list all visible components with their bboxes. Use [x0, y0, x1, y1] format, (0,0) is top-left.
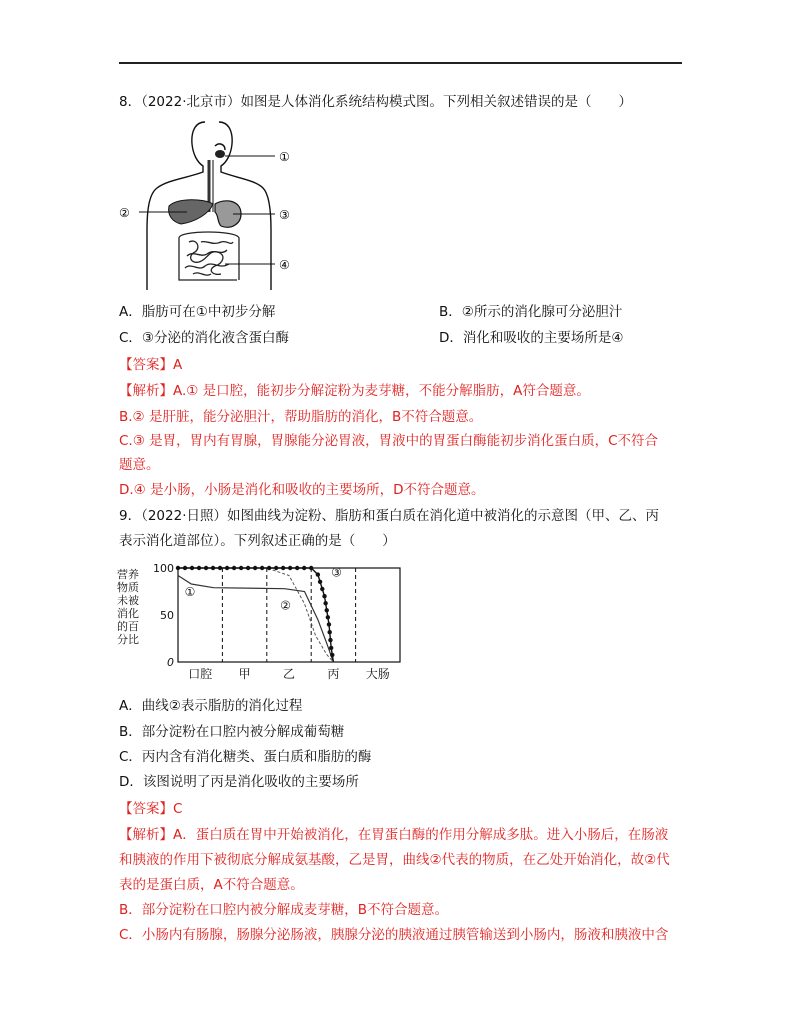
series-line-2	[178, 568, 333, 662]
figure-label-2: ②	[119, 206, 130, 220]
x-tick-label: 丙	[327, 667, 340, 681]
series-point-3	[316, 572, 320, 576]
series-line-3	[178, 568, 333, 662]
q8-answer: 【答案】A	[119, 357, 183, 373]
x-tick-label: 口腔	[188, 667, 213, 681]
series-point-3	[309, 566, 313, 570]
series-point-3	[328, 630, 332, 634]
series-point-3	[211, 566, 215, 570]
series-point-3	[330, 653, 334, 657]
series-point-3	[326, 615, 330, 619]
figure-label-3: ③	[279, 208, 290, 222]
series-point-3	[239, 566, 243, 570]
top-rule	[119, 62, 682, 64]
q8-option-c: C．③分泌的消化液含蛋白酶	[119, 330, 290, 346]
q9-stem: 表示消化道部位）。下列叙述正确的是（ ）	[119, 533, 396, 549]
chart-ylabel-line: 分比	[117, 633, 139, 646]
series-point-3	[260, 566, 264, 570]
q9-option-b: B．部分淀粉在口腔内被分解成葡萄糖	[119, 724, 345, 740]
x-tick-label: 甲	[238, 667, 251, 681]
series-point-3	[218, 566, 222, 570]
q9-analysis-line: 和胰液的作用下被彻底分解成氨基酸，乙是胃，曲线②代表的物质，在乙处开始消化，故②代	[119, 852, 670, 868]
q8-analysis-line: 【解析】A.① 是口腔，能初步分解淀粉为麦芽糖，不能分解脂肪，A符合题意。	[119, 383, 590, 399]
chart-ylabel-line: 未被	[117, 594, 139, 607]
y-tick-label: 50	[160, 609, 174, 622]
series-point-3	[246, 566, 250, 570]
q9-analysis-line: 表的是蛋白质，A不符合题意。	[119, 877, 304, 893]
series-point-3	[327, 622, 331, 626]
series-point-3	[281, 566, 285, 570]
series-point-3	[288, 566, 292, 570]
series-point-3	[323, 601, 327, 605]
chart-frame	[178, 568, 400, 662]
series-point-3	[318, 580, 322, 584]
y-tick-label: 0	[167, 656, 174, 669]
chart-ylabel-line: 消化	[117, 607, 139, 620]
chart-ylabel-line: 物质	[117, 581, 139, 594]
q8-analysis-line: 题意。	[119, 457, 160, 473]
series-point-3	[176, 566, 180, 570]
series-point-3	[267, 566, 271, 570]
q9-option-d: D．该图说明了丙是消化吸收的主要场所	[119, 774, 359, 790]
q8-analysis-line: D.④ 是小肠，小肠是消化和吸收的主要场所，D不符合题意。	[119, 482, 485, 498]
series-point-3	[183, 566, 187, 570]
q8-option-d: D．消化和吸收的主要场所是④	[439, 330, 624, 346]
q9-answer: 【答案】C	[119, 801, 183, 817]
series-label: ③	[331, 565, 342, 580]
q8-option-b: B．②所示的消化腺可分泌胆汁	[439, 304, 623, 320]
q9-option-c: C．丙内含有消化糖类、蛋白质和脂肪的酶	[119, 749, 372, 765]
q8-stem: 8．（2022·北京市）如图是人体消化系统结构模式图。下列相关叙述错误的是（ ）	[119, 94, 632, 110]
series-point-3	[328, 638, 332, 642]
figure-label-4: ④	[279, 258, 290, 272]
series-point-3	[322, 594, 326, 598]
q9-option-a: A．曲线②表示脂肪的消化过程	[119, 698, 303, 714]
chart-ylabel-line: 营养	[117, 568, 139, 581]
q9-stem: 9．（2022·日照）如图曲线为淀粉、脂肪和蛋白质在消化道中被消化的示意图（甲、乙、丙	[119, 508, 659, 524]
series-point-3	[190, 566, 194, 570]
series-point-3	[325, 608, 329, 612]
series-point-3	[204, 566, 208, 570]
q9-analysis-line: B．部分淀粉在口腔内被分解成麦芽糖，B不符合题意。	[119, 902, 449, 918]
series-point-3	[253, 566, 257, 570]
q8-analysis-line: B.② 是肝脏，能分泌胆汁，帮助脂肪的消化，B不符合题意。	[119, 409, 483, 425]
series-label: ②	[280, 598, 291, 613]
series-point-3	[329, 646, 333, 650]
series-point-3	[232, 566, 236, 570]
y-tick-label: 100	[153, 562, 174, 575]
series-label: ①	[184, 585, 196, 600]
series-point-3	[295, 566, 299, 570]
series-point-3	[320, 587, 324, 591]
series-point-3	[225, 566, 229, 570]
series-point-3	[274, 566, 278, 570]
chart-ylabel-line: 的百	[117, 620, 139, 633]
figure-label-1: ①	[279, 150, 290, 164]
digestion-curve-chart	[115, 560, 410, 685]
series-point-3	[197, 566, 201, 570]
digestive-system-figure	[117, 120, 297, 290]
q9-analysis-line: 【解析】A．蛋白质在胃中开始被消化，在胃蛋白酶的作用分解成多肽。进入小肠后，在肠液	[119, 827, 669, 843]
x-tick-label: 大肠	[365, 667, 390, 681]
q9-analysis-line: C．小肠内有肠腺，肠腺分泌肠液，胰腺分泌的胰液通过胰管输送到小肠内，肠液和胰液中含	[119, 927, 669, 943]
q8-analysis-line: C.③ 是胃，胃内有胃腺，胃腺能分泌胃液，胃液中的胃蛋白酶能初步消化蛋白质，C不符合	[119, 433, 659, 449]
series-point-3	[302, 566, 306, 570]
x-tick-label: 乙	[282, 667, 296, 681]
q8-option-a: A．脂肪可在①中初步分解	[119, 304, 276, 320]
